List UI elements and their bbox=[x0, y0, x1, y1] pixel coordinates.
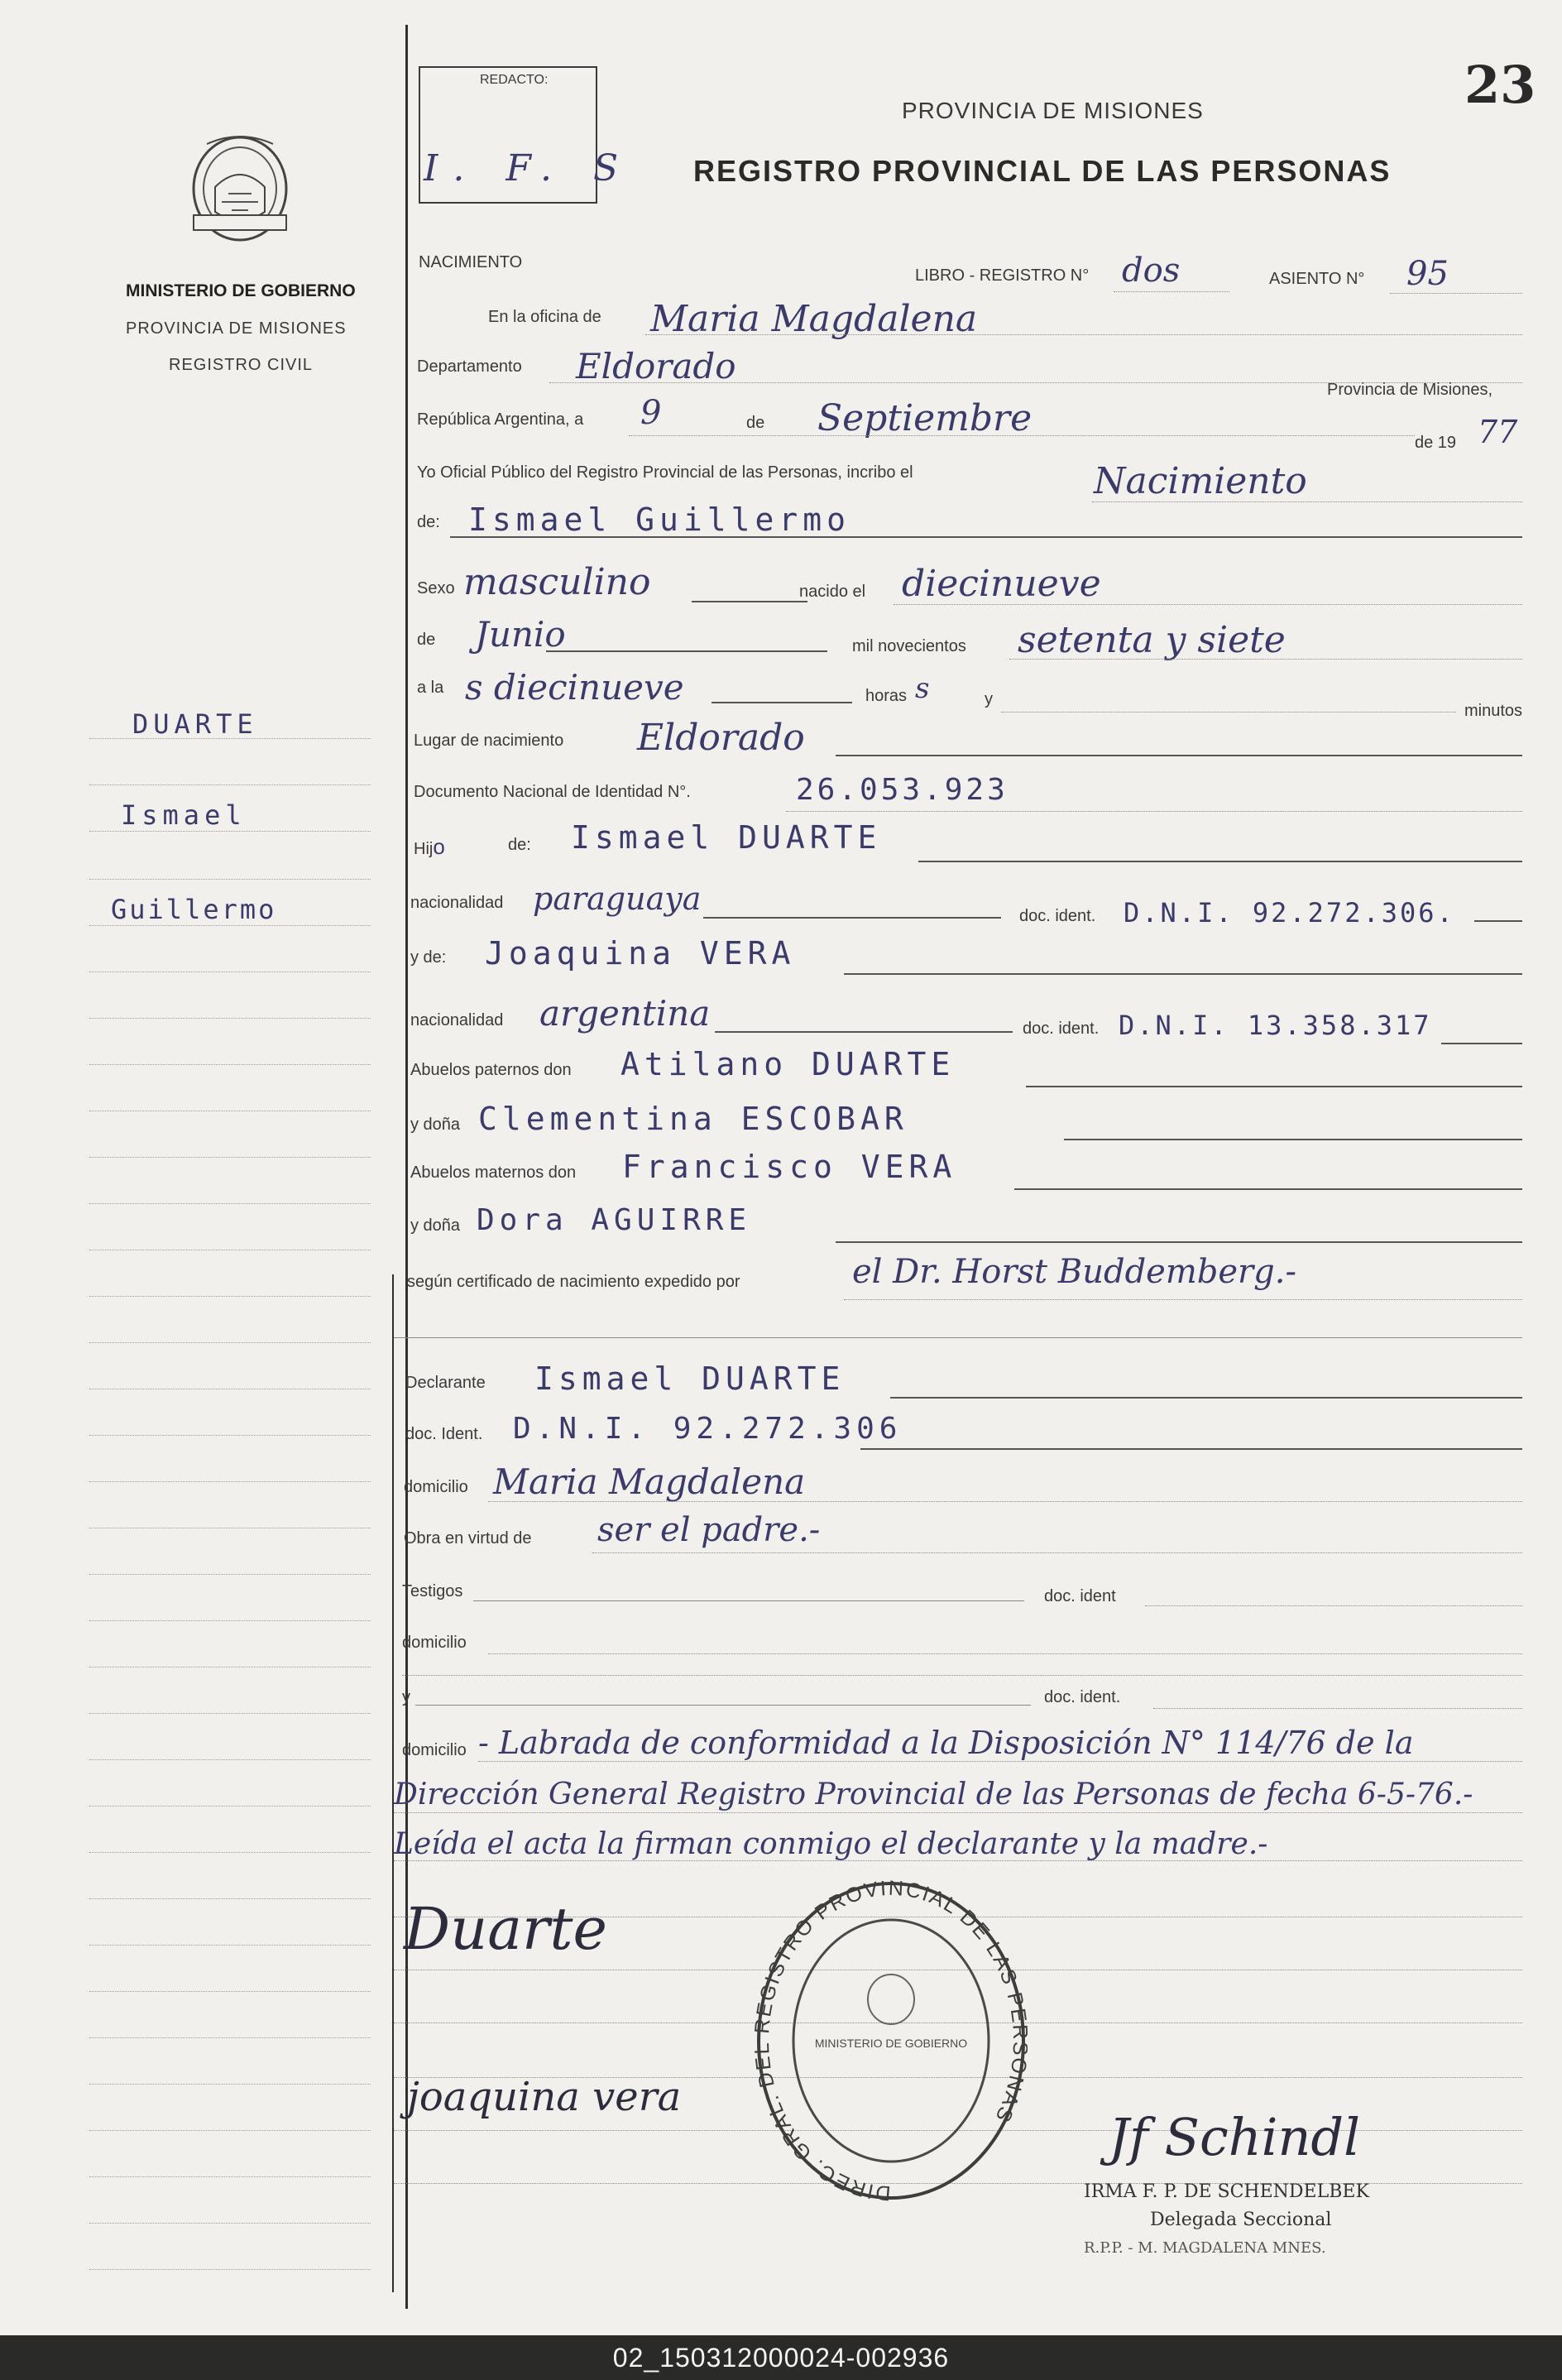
hour-value: s diecinueve bbox=[465, 667, 684, 708]
libro-label: LIBRO - REGISTRO N° bbox=[915, 266, 1090, 285]
sidebar-second-name: Guillermo bbox=[111, 894, 277, 925]
mil-label: mil novecientos bbox=[852, 637, 966, 655]
abuelos-p-label: Abuelos paternos don bbox=[410, 1061, 572, 1079]
month-value: Septiembre bbox=[817, 397, 1033, 439]
departamento-value: Eldorado bbox=[576, 346, 736, 386]
note-line-1: - Labrada de conformidad a la Disposición N° 114/76 de la bbox=[478, 1725, 1414, 1761]
domicilio3-label: domicilio bbox=[402, 1741, 467, 1759]
de-name-label: de: bbox=[417, 513, 440, 531]
day-value: 9 bbox=[640, 394, 662, 432]
note-line-3: Leída el acta la firman conmigo el declarante y la madre.- bbox=[394, 1827, 1268, 1861]
stamp-ring-text: DIREC. GRAL. D EGISTRO PROVINCIAL DE LAS P NAS bbox=[755, 1876, 1028, 2205]
birth-month-value: Junio bbox=[475, 614, 566, 655]
y2-label: y bbox=[402, 1688, 410, 1706]
provincia-label: Provincia de Misiones, bbox=[1327, 381, 1493, 399]
doc1-label: doc. ident. bbox=[1019, 907, 1096, 925]
official-title: Delegada Seccional bbox=[1150, 2210, 1332, 2230]
doc-ident-label: doc. ident bbox=[1044, 1587, 1116, 1605]
doc2-label: doc. ident. bbox=[1023, 1020, 1100, 1038]
nac2-label: nacionalidad bbox=[410, 1011, 504, 1029]
domicilio2-label: domicilio bbox=[402, 1634, 467, 1652]
mother-doc: D.N.I. 13.358.317 bbox=[1119, 1010, 1432, 1041]
hijo-suffix: o bbox=[433, 834, 445, 859]
declarante-value: Ismael DUARTE bbox=[534, 1360, 846, 1397]
asiento-value: 95 bbox=[1406, 255, 1449, 293]
doc-ident2-label: doc. ident. bbox=[1044, 1688, 1121, 1706]
dni-value: 26.053.923 bbox=[796, 773, 1009, 807]
departamento-label: Departamento bbox=[417, 357, 522, 376]
segun-value: el Dr. Horst Buddemberg.- bbox=[852, 1253, 1297, 1291]
abuelos-m-label: Abuelos maternos don bbox=[410, 1164, 577, 1182]
note-line-2: Dirección General Registro Provincial de las Personas de fecha 6-5-76.- bbox=[394, 1778, 1473, 1811]
asiento-label: ASIENTO N° bbox=[1269, 270, 1365, 288]
mother-signature: joaquina vera bbox=[407, 2074, 682, 2120]
mother-value: Joaquina VERA bbox=[485, 935, 796, 972]
ministry-province: PROVINCIA DE MISIONES bbox=[126, 319, 347, 338]
page-number: 23 bbox=[1464, 55, 1536, 115]
hijo-de-label: de: bbox=[508, 836, 531, 854]
file-id-bar: 02_150312000024-002936 bbox=[0, 2335, 1562, 2380]
father-value: Ismael DUARTE bbox=[571, 819, 882, 856]
nacido-value: diecinueve bbox=[902, 563, 1101, 605]
ministry-title: MINISTERIO DE GOBIERNO bbox=[126, 281, 356, 300]
de-year-label: de 19 bbox=[1415, 434, 1457, 452]
hijo-label bbox=[414, 834, 445, 860]
father-nationality: paraguaya bbox=[533, 881, 702, 917]
stamp-inner-text: MINISTERIO DE GOBIERNO bbox=[814, 2037, 968, 2050]
margin-line bbox=[405, 25, 408, 2309]
ministry-office: REGISTRO CIVIL bbox=[169, 356, 314, 374]
oficina-value: Maria Magdalena bbox=[650, 298, 978, 340]
acto-value: Nacimiento bbox=[1094, 460, 1307, 502]
sexo-value: masculino bbox=[463, 561, 651, 603]
oficial-label: Yo Oficial Público del Registro Provincial de las Personas, incribo el bbox=[417, 463, 913, 482]
horas-value: s bbox=[915, 672, 930, 705]
name-value: Ismael Guillermo bbox=[468, 501, 851, 538]
nacido-label: nacido el bbox=[799, 583, 866, 601]
redacto-label: REDACTO: bbox=[480, 73, 549, 87]
official-stamp bbox=[755, 1875, 1028, 2206]
abuelo-m-value: Francisco VERA bbox=[622, 1149, 957, 1185]
horas-label: horas bbox=[865, 687, 908, 705]
obra-value: ser el padre.- bbox=[597, 1511, 821, 1549]
dni-label: Documento Nacional de Identidad N°. bbox=[414, 783, 691, 801]
official-office: R.P.P. - M. MAGDALENA MNES. bbox=[1084, 2239, 1326, 2257]
redacto-value: I. F. S bbox=[424, 147, 634, 190]
nac1-label: nacionalidad bbox=[410, 894, 504, 912]
ydona1-label: y doña bbox=[410, 1116, 461, 1134]
sidebar-surname: DUARTE bbox=[132, 708, 258, 740]
header-province: PROVINCIA DE MISIONES bbox=[902, 98, 1204, 123]
official-signature: Jf Schindl bbox=[1109, 2107, 1360, 2167]
alas-label: a la bbox=[417, 679, 444, 697]
lugar-label: Lugar de nacimiento bbox=[414, 732, 564, 750]
ydona2-label: y doña bbox=[410, 1216, 461, 1235]
lugar-value: Eldorado bbox=[637, 717, 805, 759]
mother-nationality: argentina bbox=[539, 993, 711, 1034]
abuela-p-value: Clementina ESCOBAR bbox=[478, 1101, 908, 1137]
sidebar-first-name: Ismael bbox=[121, 799, 247, 831]
abuelo-p-value: Atilano DUARTE bbox=[620, 1046, 956, 1082]
hijo-label-text: Hij bbox=[414, 840, 434, 858]
sexo-label: Sexo bbox=[417, 579, 455, 597]
decl-doc-label: doc. Ident. bbox=[405, 1425, 483, 1443]
yde-label: y de: bbox=[410, 948, 447, 967]
republica-label: República Argentina, a bbox=[417, 410, 584, 429]
father-doc: D.N.I. 92.272.306. bbox=[1124, 897, 1455, 928]
decl-doc-value: D.N.I. 92.272.306 bbox=[513, 1412, 903, 1446]
minutos-label: minutos bbox=[1464, 702, 1523, 720]
domicilio-label: domicilio bbox=[404, 1478, 468, 1496]
de-label: de bbox=[746, 414, 765, 432]
coat-of-arms-seal bbox=[182, 129, 298, 253]
abuela-m-value: Dora AGUIRRE bbox=[477, 1203, 752, 1237]
oficina-label: En la oficina de bbox=[488, 308, 601, 326]
domicilio-value: Maria Magdalena bbox=[493, 1461, 806, 1502]
year-value: 77 bbox=[1478, 414, 1518, 450]
libro-value: dos bbox=[1122, 252, 1181, 290]
birth-year-value: setenta y siete bbox=[1018, 619, 1286, 661]
obra-label: Obra en virtud de bbox=[404, 1529, 532, 1547]
testigos-label: Testigos bbox=[402, 1582, 463, 1600]
declarante-label: Declarante bbox=[405, 1374, 486, 1392]
y-label: y bbox=[985, 690, 993, 708]
official-name: IRMA F. P. DE SCHENDELBEK bbox=[1084, 2181, 1369, 2202]
de2-label: de bbox=[417, 631, 436, 649]
nacimiento-label: NACIMIENTO bbox=[419, 253, 523, 271]
father-signature: Duarte bbox=[404, 1895, 607, 1963]
segun-label: según certificado de nacimiento expedido por bbox=[407, 1273, 740, 1291]
header-title: REGISTRO PROVINCIAL DE LAS PERSONAS bbox=[693, 154, 1392, 188]
